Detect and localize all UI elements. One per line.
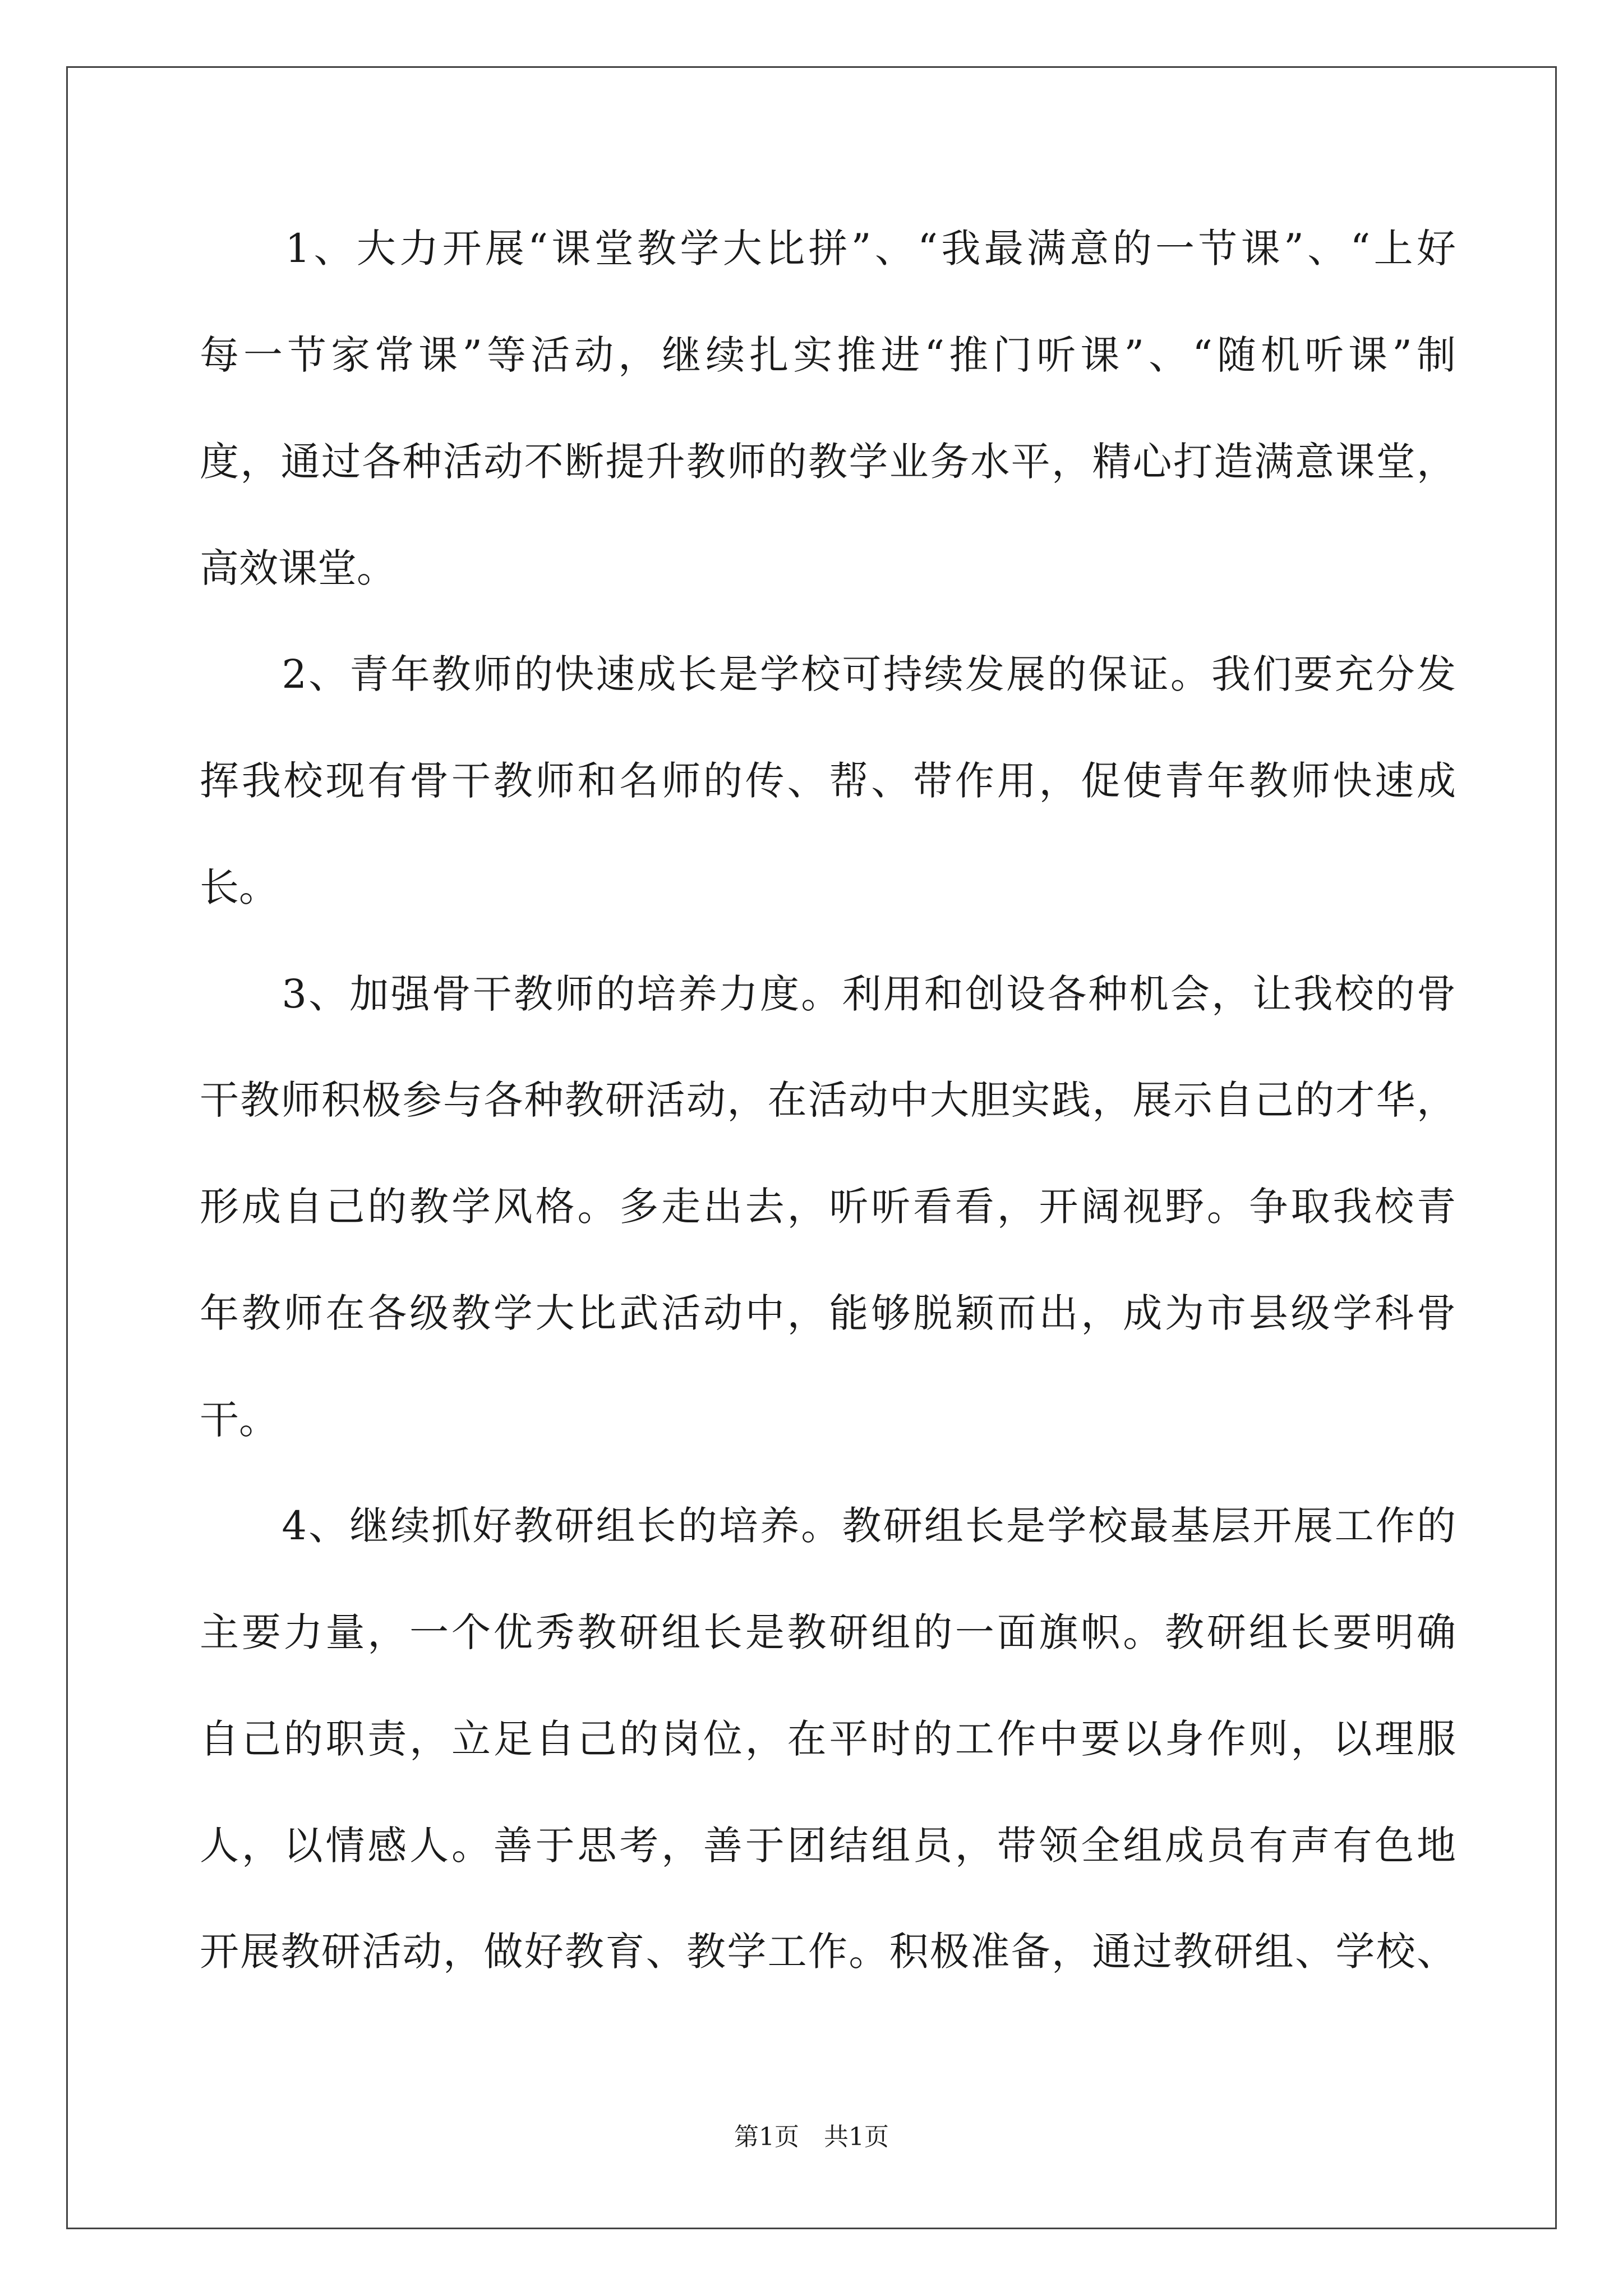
paragraph-2-line-2: 挥我校现有骨干教师和名师的传、帮、带作用，促使青年教师快速成 bbox=[200, 758, 1456, 804]
paragraph-3-line-4: 年教师在各级教学大比武活动中，能够脱颖而出，成为市县级学科骨 bbox=[200, 1290, 1456, 1336]
paragraph-1-line-4: 高效课堂。 bbox=[200, 545, 396, 591]
paragraph-4-line-3: 自己的职责，立足自己的岗位，在平时的工作中要以身作则，以理服 bbox=[200, 1716, 1456, 1762]
page-border bbox=[66, 66, 1557, 2229]
paragraph-2-line-3: 长。 bbox=[200, 864, 278, 910]
paragraph-1-line-1: 1、大力开展“课堂教学大比拼”、“我最满意的一节课”、“上好 bbox=[200, 226, 1456, 272]
paragraph-2-line-1: 2、青年教师的快速成长是学校可持续发展的保证。我们要充分发 bbox=[200, 651, 1456, 697]
paragraph-3-line-5: 干。 bbox=[200, 1397, 278, 1443]
paragraph-3-line-2: 干教师积极参与各种教研活动，在活动中大胆实践，展示自己的才华， bbox=[200, 1077, 1456, 1123]
paragraph-3-line-1: 3、加强骨干教师的培养力度。利用和创设各种机会，让我校的骨 bbox=[200, 971, 1456, 1017]
paragraph-4-line-1: 4、继续抓好教研组长的培养。教研组长是学校最基层开展工作的 bbox=[200, 1503, 1456, 1549]
paragraph-1-line-2: 每一节家常课”等活动，继续扎实推进“推门听课”、“随机听课”制 bbox=[200, 332, 1456, 378]
page-number-footer: 第1页 共1页 bbox=[734, 2123, 889, 2151]
paragraph-1-line-3: 度，通过各种活动不断提升教师的教学业务水平，精心打造满意课堂， bbox=[200, 439, 1456, 485]
paragraph-3-line-3: 形成自己的教学风格。多走出去，听听看看，开阔视野。争取我校青 bbox=[200, 1184, 1456, 1230]
paragraph-4-line-4: 人，以情感人。善于思考，善于团结组员，带领全组成员有声有色地 bbox=[200, 1823, 1456, 1869]
paragraph-4-line-2: 主要力量，一个优秀教研组长是教研组的一面旗帜。教研组长要明确 bbox=[200, 1609, 1456, 1655]
paragraph-4-line-5: 开展教研活动，做好教育、教学工作。积极准备，通过教研组、学校、 bbox=[200, 1929, 1456, 1975]
